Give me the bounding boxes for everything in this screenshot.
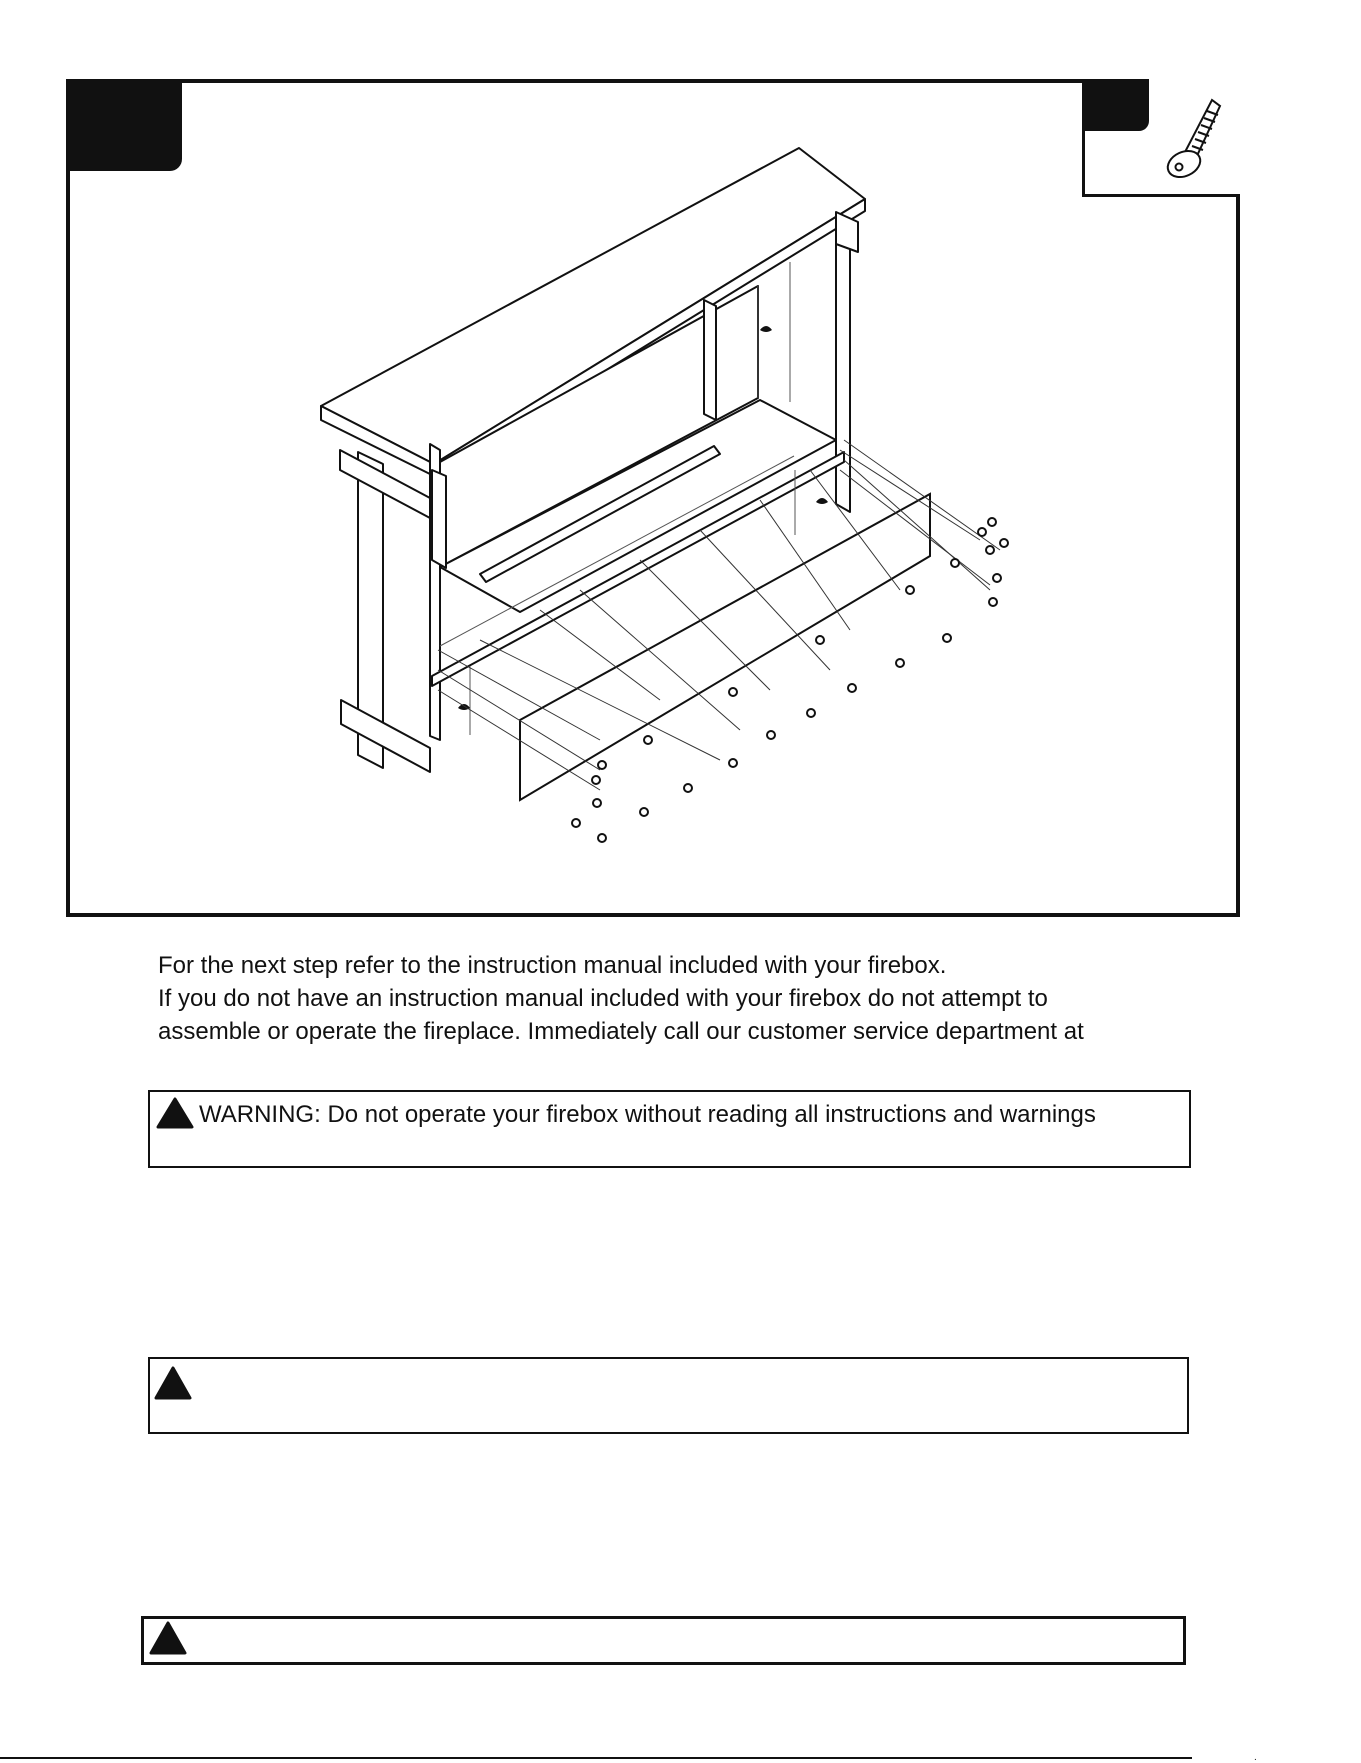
- footer-rule: [0, 1757, 1192, 1759]
- instructions-text: [158, 949, 1218, 1048]
- warning-box-2: [148, 1357, 1189, 1434]
- warning-box-3: [141, 1616, 1186, 1665]
- right-vertical-brace: [704, 300, 716, 420]
- warning-triangle-icon: [156, 1097, 194, 1129]
- footer-mark: .: [1254, 1752, 1257, 1763]
- right-cord-clip: [816, 498, 828, 504]
- instruction-line: assemble or operate the fireplace. Immediately call our customer service department at: [158, 1018, 1084, 1045]
- warning-triangle-icon: [154, 1366, 192, 1400]
- right-side-panel: [836, 220, 850, 512]
- left-base-plinth: [341, 700, 430, 772]
- warning-triangle-icon: [149, 1621, 187, 1655]
- instruction-line: If you do not have an instruction manual included with your firebox do not attempt to: [158, 985, 1048, 1012]
- screw-icon: [1160, 92, 1230, 182]
- instruction-line: For the next step refer to the instruction manual included with your firebox.: [158, 952, 947, 979]
- step-number-tab: [66, 79, 182, 171]
- upper-cord-clip: [760, 326, 772, 332]
- left-vertical-brace: [432, 470, 446, 568]
- hardware-label-tab: [1082, 79, 1149, 131]
- warning-text: WARNING: Do not operate your firebox without reading all instructions and warnings: [199, 1101, 1096, 1128]
- fireplace-back-panel-diagram: [300, 140, 1020, 860]
